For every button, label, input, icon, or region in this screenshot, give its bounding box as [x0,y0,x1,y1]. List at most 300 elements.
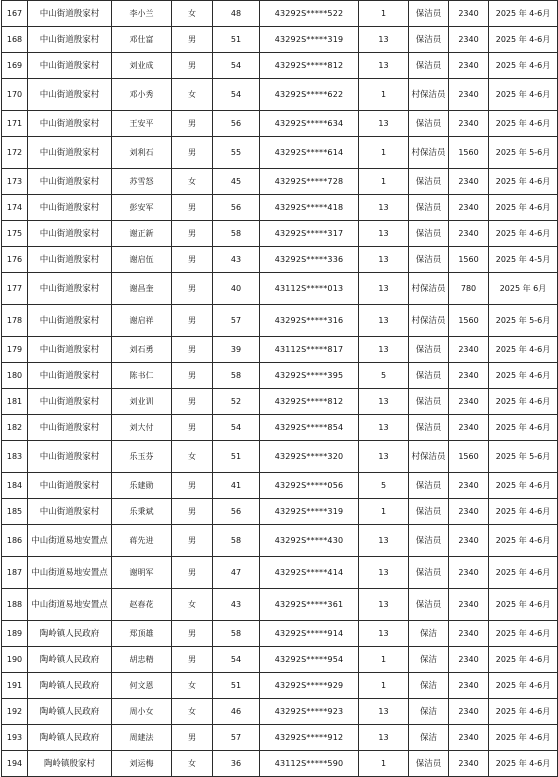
gender-cell: 男 [172,363,213,389]
id-number-cell: 43292S*****361 [260,589,359,621]
gender-cell: 男 [172,53,213,79]
name-cell: 刘利石 [112,137,172,169]
name-cell: 陈书仁 [112,363,172,389]
id-number-cell: 43292S*****319 [260,27,359,53]
row-number: 186 [2,525,28,557]
period-cell: 2025 年 4-6月 [489,525,558,557]
position-cell: 保洁员 [409,247,449,273]
row-number: 183 [2,441,28,473]
category-cell: 1 [359,673,409,699]
age-cell: 40 [213,273,260,305]
row-number: 178 [2,305,28,337]
organization-cell: 中山街道殷家村 [28,53,112,79]
name-cell: 郑顶雄 [112,621,172,647]
table-row [2,389,558,415]
position-cell: 保洁员 [409,415,449,441]
amount-cell: 2340 [449,79,489,111]
organization-cell: 中山街道殷家村 [28,441,112,473]
id-number-cell: 43292S*****912 [260,725,359,751]
table-row [2,27,558,53]
amount-cell: 2340 [449,363,489,389]
age-cell: 54 [213,79,260,111]
position-cell: 保洁员 [409,751,449,777]
amount-cell: 1560 [449,247,489,273]
row-number: 169 [2,53,28,79]
gender-cell: 男 [172,305,213,337]
table-row [2,441,558,473]
period-cell: 2025 年 4-6月 [489,1,558,27]
gender-cell: 男 [172,221,213,247]
id-number-cell: 43292S*****418 [260,195,359,221]
table-row [2,111,558,137]
age-cell: 57 [213,725,260,751]
table-row [2,673,558,699]
amount-cell: 2340 [449,53,489,79]
name-cell: 刘业成 [112,53,172,79]
name-cell: 谢启祥 [112,305,172,337]
category-cell: 5 [359,473,409,499]
id-number-cell: 43292S*****929 [260,673,359,699]
table-row [2,195,558,221]
organization-cell: 中山街道殷家村 [28,415,112,441]
row-number: 192 [2,699,28,725]
row-number: 172 [2,137,28,169]
organization-cell: 中山街道殷家村 [28,79,112,111]
organization-cell: 中山街道易地安置点 [28,525,112,557]
id-number-cell: 43292S*****320 [260,441,359,473]
name-cell: 刘业训 [112,389,172,415]
organization-cell: 中山街道殷家村 [28,111,112,137]
row-number: 191 [2,673,28,699]
category-cell: 13 [359,525,409,557]
amount-cell: 2340 [449,389,489,415]
amount-cell: 1560 [449,305,489,337]
age-cell: 58 [213,363,260,389]
data-table [1,0,558,777]
row-number: 190 [2,647,28,673]
organization-cell: 中山街道殷家村 [28,195,112,221]
organization-cell: 中山街道殷家村 [28,169,112,195]
row-number: 174 [2,195,28,221]
period-cell: 2025 年 5-6月 [489,441,558,473]
row-number: 181 [2,389,28,415]
period-cell: 2025 年 4-6月 [489,27,558,53]
period-cell: 2025 年 4-6月 [489,473,558,499]
organization-cell: 陶岭镇殷家村 [28,751,112,777]
amount-cell: 2340 [449,589,489,621]
name-cell: 苏雪怒 [112,169,172,195]
period-cell: 2025 年 4-6月 [489,499,558,525]
position-cell: 保洁员 [409,363,449,389]
position-cell: 保洁 [409,673,449,699]
table-row [2,473,558,499]
category-cell: 13 [359,557,409,589]
row-number: 194 [2,751,28,777]
name-cell: 赵春花 [112,589,172,621]
table-row [2,1,558,27]
gender-cell: 女 [172,79,213,111]
position-cell: 保洁 [409,647,449,673]
gender-cell: 男 [172,725,213,751]
amount-cell: 2340 [449,557,489,589]
position-cell: 保洁 [409,699,449,725]
organization-cell: 中山街道殷家村 [28,221,112,247]
row-number: 175 [2,221,28,247]
age-cell: 51 [213,441,260,473]
category-cell: 13 [359,27,409,53]
amount-cell: 2340 [449,673,489,699]
age-cell: 56 [213,195,260,221]
row-number: 188 [2,589,28,621]
gender-cell: 女 [172,589,213,621]
gender-cell: 男 [172,525,213,557]
category-cell: 5 [359,363,409,389]
age-cell: 54 [213,53,260,79]
id-number-cell: 43292S*****316 [260,305,359,337]
category-cell: 13 [359,441,409,473]
name-cell: 刘大付 [112,415,172,441]
age-cell: 48 [213,1,260,27]
period-cell: 2025 年 5-6月 [489,137,558,169]
category-cell: 13 [359,195,409,221]
gender-cell: 男 [172,137,213,169]
age-cell: 58 [213,525,260,557]
category-cell: 13 [359,621,409,647]
amount-cell: 2340 [449,1,489,27]
category-cell: 13 [359,589,409,621]
period-cell: 2025 年 4-5月 [489,247,558,273]
category-cell: 13 [359,111,409,137]
period-cell: 2025 年 5-6月 [489,305,558,337]
gender-cell: 男 [172,273,213,305]
position-cell: 村保洁员 [409,441,449,473]
amount-cell: 2340 [449,473,489,499]
table-row [2,415,558,441]
row-number: 184 [2,473,28,499]
organization-cell: 中山街道殷家村 [28,27,112,53]
amount-cell: 2340 [449,337,489,363]
category-cell: 13 [359,247,409,273]
table-row [2,169,558,195]
period-cell: 2025 年 4-6月 [489,699,558,725]
category-cell: 13 [359,389,409,415]
category-cell: 1 [359,1,409,27]
id-number-cell: 43292S*****854 [260,415,359,441]
period-cell: 2025 年 4-6月 [489,195,558,221]
organization-cell: 陶岭镇人民政府 [28,621,112,647]
age-cell: 41 [213,473,260,499]
position-cell: 保洁员 [409,221,449,247]
table-row [2,337,558,363]
position-cell: 保洁员 [409,525,449,557]
amount-cell: 2340 [449,751,489,777]
amount-cell: 2340 [449,621,489,647]
position-cell: 保洁员 [409,169,449,195]
name-cell: 刘运梅 [112,751,172,777]
organization-cell: 中山街道殷家村 [28,247,112,273]
position-cell: 保洁 [409,725,449,751]
category-cell: 13 [359,699,409,725]
organization-cell: 中山街道殷家村 [28,137,112,169]
table-row [2,221,558,247]
table-row [2,305,558,337]
table-row [2,525,558,557]
id-number-cell: 43112S*****817 [260,337,359,363]
amount-cell: 2340 [449,525,489,557]
table-row [2,589,558,621]
organization-cell: 中山街道殷家村 [28,273,112,305]
position-cell: 保洁员 [409,1,449,27]
category-cell: 13 [359,53,409,79]
gender-cell: 男 [172,647,213,673]
age-cell: 58 [213,221,260,247]
age-cell: 57 [213,305,260,337]
name-cell: 谢正新 [112,221,172,247]
period-cell: 2025 年 4-6月 [489,111,558,137]
gender-cell: 女 [172,441,213,473]
period-cell: 2025 年 4-6月 [489,79,558,111]
row-number: 185 [2,499,28,525]
id-number-cell: 43292S*****954 [260,647,359,673]
amount-cell: 1560 [449,441,489,473]
period-cell: 2025 年 4-6月 [489,725,558,751]
row-number: 187 [2,557,28,589]
age-cell: 36 [213,751,260,777]
id-number-cell: 43112S*****013 [260,273,359,305]
organization-cell: 中山街道殷家村 [28,305,112,337]
id-number-cell: 43292S*****336 [260,247,359,273]
name-cell: 刘石勇 [112,337,172,363]
row-number: 179 [2,337,28,363]
organization-cell: 陶岭镇人民政府 [28,673,112,699]
organization-cell: 陶岭镇人民政府 [28,647,112,673]
row-number: 170 [2,79,28,111]
amount-cell: 2340 [449,647,489,673]
age-cell: 46 [213,699,260,725]
position-cell: 保洁员 [409,499,449,525]
name-cell: 周小女 [112,699,172,725]
row-number: 180 [2,363,28,389]
age-cell: 51 [213,27,260,53]
category-cell: 1 [359,79,409,111]
age-cell: 43 [213,589,260,621]
row-number: 182 [2,415,28,441]
position-cell: 保洁员 [409,27,449,53]
position-cell: 村保洁员 [409,305,449,337]
id-number-cell: 43292S*****728 [260,169,359,195]
position-cell: 保洁员 [409,389,449,415]
id-number-cell: 43292S*****522 [260,1,359,27]
name-cell: 谢明军 [112,557,172,589]
category-cell: 1 [359,751,409,777]
id-number-cell: 43292S*****812 [260,53,359,79]
name-cell: 周建法 [112,725,172,751]
period-cell: 2025 年 4-6月 [489,169,558,195]
row-number: 189 [2,621,28,647]
position-cell: 保洁员 [409,111,449,137]
period-cell: 2025 年 4-6月 [489,621,558,647]
organization-cell: 中山街道殷家村 [28,499,112,525]
name-cell: 乐玉芬 [112,441,172,473]
age-cell: 54 [213,647,260,673]
table-row [2,363,558,389]
position-cell: 村保洁员 [409,137,449,169]
row-number: 173 [2,169,28,195]
id-number-cell: 43292S*****056 [260,473,359,499]
category-cell: 13 [359,337,409,363]
amount-cell: 1560 [449,137,489,169]
amount-cell: 2340 [449,221,489,247]
gender-cell: 男 [172,557,213,589]
organization-cell: 中山街道易地安置点 [28,589,112,621]
position-cell: 保洁员 [409,557,449,589]
position-cell: 保洁 [409,621,449,647]
table-row [2,557,558,589]
gender-cell: 男 [172,111,213,137]
category-cell: 1 [359,647,409,673]
amount-cell: 2340 [449,499,489,525]
amount-cell: 2340 [449,111,489,137]
period-cell: 2025 年 4-6月 [489,389,558,415]
row-number: 193 [2,725,28,751]
id-number-cell: 43292S*****317 [260,221,359,247]
table-row [2,725,558,751]
table-row [2,247,558,273]
table-row [2,137,558,169]
period-cell: 2025 年 4-6月 [489,647,558,673]
gender-cell: 男 [172,473,213,499]
position-cell: 保洁员 [409,195,449,221]
position-cell: 村保洁员 [409,273,449,305]
organization-cell: 陶岭镇人民政府 [28,725,112,751]
id-number-cell: 43292S*****430 [260,525,359,557]
amount-cell: 2340 [449,195,489,221]
age-cell: 43 [213,247,260,273]
category-cell: 13 [359,221,409,247]
table-row [2,621,558,647]
gender-cell: 女 [172,673,213,699]
period-cell: 2025 年 4-6月 [489,751,558,777]
name-cell: 谢启伍 [112,247,172,273]
table-row [2,699,558,725]
id-number-cell: 43292S*****812 [260,389,359,415]
category-cell: 1 [359,169,409,195]
gender-cell: 男 [172,621,213,647]
row-number: 171 [2,111,28,137]
id-number-cell: 43292S*****395 [260,363,359,389]
position-cell: 村保洁员 [409,79,449,111]
name-cell: 李小兰 [112,1,172,27]
position-cell: 保洁员 [409,589,449,621]
age-cell: 47 [213,557,260,589]
age-cell: 45 [213,169,260,195]
amount-cell: 2340 [449,415,489,441]
amount-cell: 2340 [449,169,489,195]
table-row [2,647,558,673]
gender-cell: 女 [172,1,213,27]
period-cell: 2025 年 4-6月 [489,337,558,363]
position-cell: 保洁员 [409,337,449,363]
row-number: 168 [2,27,28,53]
age-cell: 56 [213,499,260,525]
name-cell: 胡忠精 [112,647,172,673]
organization-cell: 中山街道殷家村 [28,363,112,389]
category-cell: 1 [359,137,409,169]
id-number-cell: 43292S*****614 [260,137,359,169]
name-cell: 乐秉斌 [112,499,172,525]
period-cell: 2025 年 4-6月 [489,363,558,389]
name-cell: 乐建勋 [112,473,172,499]
id-number-cell: 43292S*****923 [260,699,359,725]
name-cell: 邓小秀 [112,79,172,111]
age-cell: 51 [213,673,260,699]
period-cell: 2025 年 4-6月 [489,589,558,621]
table-row [2,53,558,79]
table-body [2,1,558,777]
period-cell: 2025 年 4-6月 [489,557,558,589]
id-number-cell: 43292S*****622 [260,79,359,111]
table-row [2,751,558,777]
gender-cell: 男 [172,389,213,415]
organization-cell: 中山街道殷家村 [28,1,112,27]
category-cell: 13 [359,305,409,337]
organization-cell: 中山街道殷家村 [28,473,112,499]
age-cell: 54 [213,415,260,441]
table-row [2,79,558,111]
id-number-cell: 43292S*****414 [260,557,359,589]
age-cell: 58 [213,621,260,647]
category-cell: 1 [359,499,409,525]
name-cell: 王安平 [112,111,172,137]
age-cell: 55 [213,137,260,169]
table-row [2,499,558,525]
name-cell: 彭安军 [112,195,172,221]
gender-cell: 女 [172,169,213,195]
organization-cell: 中山街道殷家村 [28,389,112,415]
id-number-cell: 43292S*****634 [260,111,359,137]
period-cell: 2025 年 4-6月 [489,673,558,699]
position-cell: 保洁员 [409,53,449,79]
period-cell: 2025 年 4-6月 [489,221,558,247]
period-cell: 2025 年 6月 [489,273,558,305]
gender-cell: 男 [172,337,213,363]
gender-cell: 女 [172,699,213,725]
age-cell: 39 [213,337,260,363]
period-cell: 2025 年 4-6月 [489,53,558,79]
name-cell: 何文恩 [112,673,172,699]
row-number: 177 [2,273,28,305]
name-cell: 蒋先进 [112,525,172,557]
name-cell: 谢昌奎 [112,273,172,305]
row-number: 176 [2,247,28,273]
amount-cell: 2340 [449,725,489,751]
gender-cell: 男 [172,499,213,525]
category-cell: 13 [359,415,409,441]
position-cell: 保洁员 [409,473,449,499]
gender-cell: 男 [172,27,213,53]
period-cell: 2025 年 4-6月 [489,415,558,441]
amount-cell: 780 [449,273,489,305]
id-number-cell: 43112S*****590 [260,751,359,777]
organization-cell: 陶岭镇人民政府 [28,699,112,725]
category-cell: 13 [359,725,409,751]
gender-cell: 男 [172,247,213,273]
gender-cell: 女 [172,751,213,777]
category-cell: 13 [359,273,409,305]
organization-cell: 中山街道殷家村 [28,337,112,363]
name-cell: 邓仕富 [112,27,172,53]
gender-cell: 男 [172,195,213,221]
